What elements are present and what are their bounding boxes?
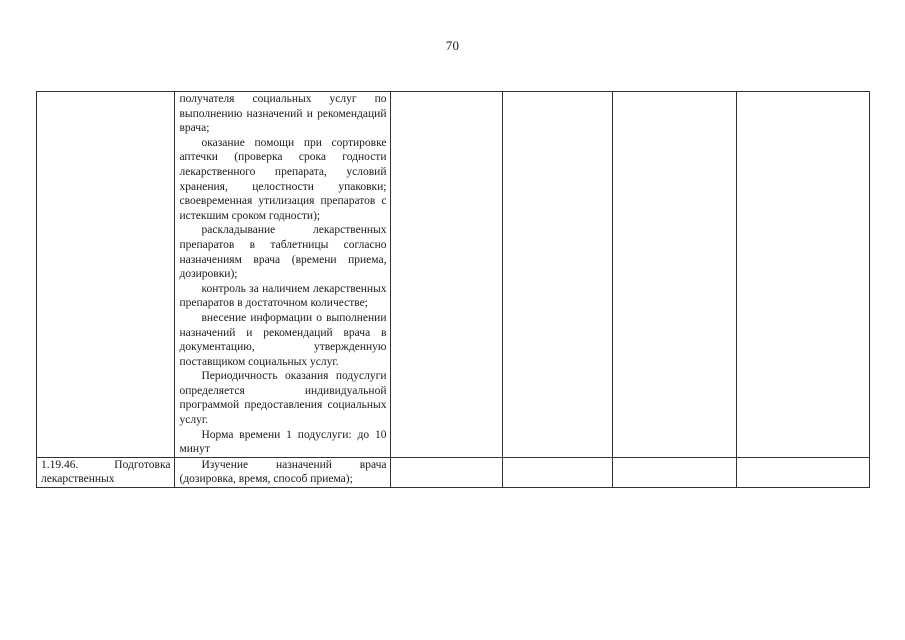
description-paragraph: Норма времени 1 подуслуги: до 10 минут (179, 428, 387, 456)
empty-cell (503, 457, 613, 487)
empty-cell (736, 457, 869, 487)
empty-cell (612, 457, 736, 487)
service-description-cell (175, 457, 391, 487)
description-paragraph: получателя социальных услуг по выполнению назначений и рекомендаций врача; (179, 93, 387, 135)
description-paragraph: раскладывание лекарственных препаратов в таблетницы согласно назначениям врача (времени приема, дозировки); (179, 224, 387, 281)
empty-cell (612, 92, 736, 458)
description-paragraph: Периодичность оказания подуслуги определяется индивидуальной программой предоставления социальных услуг. (179, 370, 387, 427)
empty-cell (736, 92, 869, 458)
description-paragraph: контроль за наличием лекарственных препаратов в достаточном количестве; (179, 282, 387, 310)
empty-cell (391, 457, 503, 487)
empty-cell (503, 92, 613, 458)
services-table (36, 91, 870, 488)
service-description-cell (175, 92, 391, 458)
description-paragraph: внесение информации о выполнении назначений и рекомендаций врача в документацию, утвержденную поставщиком социальных услуг. (179, 311, 387, 368)
table-row-continued (37, 92, 870, 458)
service-name-cell: 1.19.46. Подготовка лекарственных (37, 457, 175, 487)
description-paragraph: оказание помощи при сортировке аптечки (проверка срока годности лекарственного препарата, условий хранения, целостности упаковки; своевременная утилизация препаратов с истекшим сроком годности); (179, 136, 387, 222)
empty-cell (391, 92, 503, 458)
service-name-cell (37, 92, 175, 458)
description-paragraph: Изучение назначений врача (дозировка, время, способ приема); (179, 458, 387, 486)
page-number: 70 (445, 38, 460, 53)
table-row-next (37, 457, 870, 487)
